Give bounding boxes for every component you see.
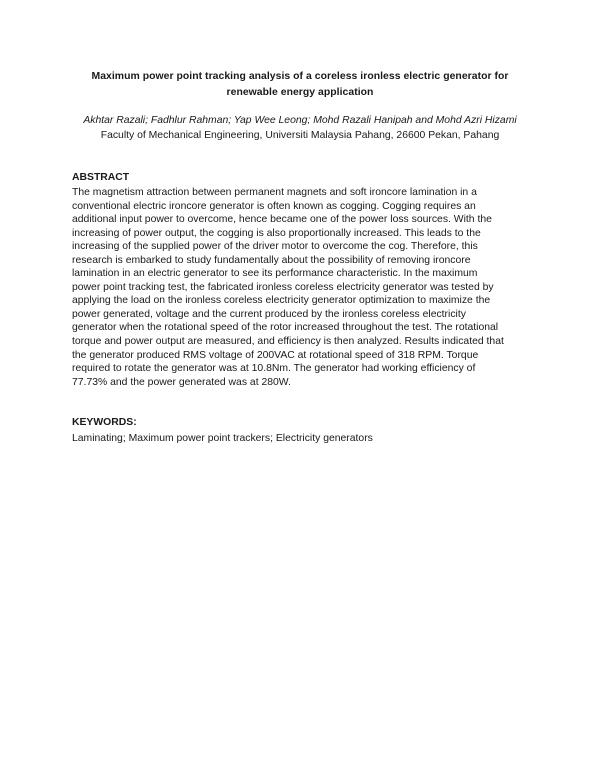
abstract-line: 77.73% and the power generated was at 280W. [72,376,291,388]
abstract-line: additional input power to overcome, hence became one of the power loss sources. With the [72,214,492,226]
paper-title-line-2: renewable energy application [226,86,374,98]
abstract-heading: ABSTRACT [72,172,130,183]
abstract-line: torque and power output are measured, and efficiency is then analyzed. Results indicated that [72,336,504,348]
paper-title [72,69,528,100]
abstract-line: applying the load on the ironless coreless electricity generator optimization to maximize the [72,295,491,307]
paper-authors: Akhtar Razali; Fadhlur Rahman; Yap Wee Leong; Mohd Razali Hanipah and Mohd Azri Hizami [83,115,517,126]
abstract-line: conventional electric ironcore generator is often known as cogging. Cogging requires an [72,200,476,212]
abstract-line: lamination in an electric generator to see its performance characteristic. In the maximum [72,268,478,280]
keywords-heading: KEYWORDS: [72,417,137,428]
abstract-line: power point tracking test, the fabricated ironless coreless electricity generator was tested by [72,281,494,293]
abstract-line: increasing of the supplied power of the driver motor to overcome the cog. Therefore, this [72,241,478,253]
keywords-text: Laminating; Maximum power point trackers; Electricity generators [72,433,373,444]
abstract-line: generator when the rotational speed of the rotor increased throughout the test. The rotational [72,322,499,334]
abstract-body [72,186,532,389]
abstract-line: the generator produced RMS voltage of 200VAC at rotational speed of 318 RPM. Torque [72,349,479,361]
abstract-line: increasing of power output, the cogging is also proportionally increased. This leads to the [72,227,481,239]
abstract-line: The magnetism attraction between permanent magnets and soft ironcore lamination in a [72,187,477,198]
paper-affiliation: Faculty of Mechanical Engineering, Universiti Malaysia Pahang, 26600 Pekan, Pahang [100,130,500,141]
abstract-line: power generated, voltage and the current produced by the ironless coreless electricity [72,308,466,320]
abstract-line: research is embarked to study fundamentally about the possibility of removing ironcore [72,254,471,266]
abstract-line: required to rotate the generator was at 10.8Nm. The generator had working efficiency of [72,363,476,375]
paper-title-line-1: Maximum power point tracking analysis of a coreless ironless electric generator for [91,71,509,82]
